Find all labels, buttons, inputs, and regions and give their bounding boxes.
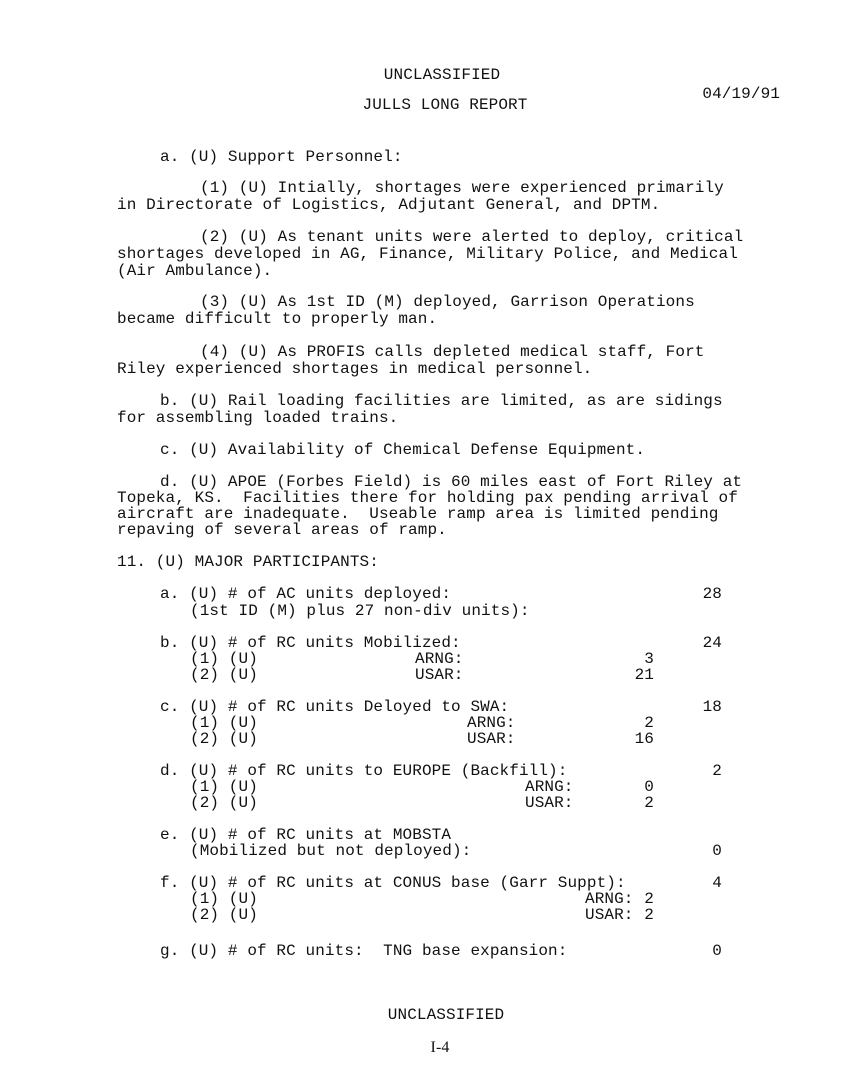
row-value: 3 — [644, 650, 654, 668]
item-b-total: 24 — [702, 634, 722, 652]
item-a-label: a. (U) # of AC units deployed: — [160, 585, 452, 603]
page-number: I-4 — [430, 1039, 450, 1056]
row-type: ARNG: — [467, 714, 516, 732]
paragraph-line: Riley experienced shortages in medical personnel. — [117, 360, 593, 378]
row-type: USAR: — [415, 666, 464, 684]
paragraph-line: Topeka, KS. Facilities there for holding pax pending arrival of — [117, 489, 738, 507]
classification-header: UNCLASSIFIED — [383, 66, 501, 84]
paragraph-line: (Air Ambulance). — [117, 262, 273, 280]
row-type: ARNG: — [525, 778, 574, 796]
row-type: ARNG: — [585, 890, 634, 908]
paragraph-line: (4) (U) As PROFIS calls depleted medical staff, Fort — [200, 343, 705, 361]
row-value: 2 — [644, 906, 654, 924]
item-d-label: d. (U) # of RC units to EUROPE (Backfill): — [160, 762, 568, 780]
item-f-total: 4 — [712, 874, 722, 892]
paragraph-line: became difficult to properly man. — [117, 310, 438, 328]
report-title: JULLS LONG REPORT — [362, 96, 528, 114]
row-value: 2 — [644, 794, 654, 812]
section-a-heading: a. (U) Support Personnel: — [160, 148, 403, 166]
classification-footer: UNCLASSIFIED — [387, 1006, 505, 1024]
paragraph-line: repaving of several areas of ramp. — [117, 521, 447, 539]
item-g-total: 0 — [712, 942, 722, 960]
row-number: (1) (U) — [190, 714, 258, 732]
paragraph-line: aircraft are inadequate. Useable ramp area is limited pending — [117, 505, 719, 523]
row-number: (2) (U) — [190, 906, 258, 924]
item-e-label: e. (U) # of RC units at MOBSTA — [160, 826, 452, 844]
row-value: 0 — [644, 778, 654, 796]
paragraph-line: c. (U) Availability of Chemical Defense Equipment. — [160, 441, 646, 459]
item-e-sub: (Mobilized but not deployed): — [190, 842, 472, 860]
row-value: 21 — [634, 666, 654, 684]
row-number: (2) (U) — [190, 730, 258, 748]
row-number: (1) (U) — [190, 650, 258, 668]
paragraph-line: d. (U) APOE (Forbes Field) is 60 miles east of Fort Riley at — [160, 473, 743, 491]
row-value: 16 — [634, 730, 654, 748]
item-g-label: g. (U) # of RC units: TNG base expansion: — [160, 942, 568, 960]
row-number: (1) (U) — [190, 890, 258, 908]
item-a-sub: (1st ID (M) plus 27 non-div units): — [190, 602, 530, 620]
row-number: (2) (U) — [190, 666, 258, 684]
paragraph-line: (3) (U) As 1st ID (M) deployed, Garrison Operations — [200, 293, 695, 311]
paragraph-line: (2) (U) As tenant units were alerted to deploy, critical — [200, 228, 744, 246]
item-e-total: 0 — [712, 842, 722, 860]
item-f-label: f. (U) # of RC units at CONUS base (Garr Suppt): — [160, 874, 626, 892]
item-c-label: c. (U) # of RC units Deloyed to SWA: — [160, 698, 510, 716]
item-c-total: 18 — [702, 698, 722, 716]
row-type: USAR: — [467, 730, 516, 748]
item-a-total: 28 — [702, 585, 722, 603]
paragraph-line: shortages developed in AG, Finance, Military Police, and Medical — [117, 245, 738, 263]
row-type: USAR: — [585, 906, 634, 924]
row-value: 2 — [644, 714, 654, 732]
paragraph-line: for assembling loaded trains. — [117, 409, 399, 427]
row-value: 2 — [644, 890, 654, 908]
row-number: (1) (U) — [190, 778, 258, 796]
item-d-total: 2 — [712, 762, 722, 780]
row-type: USAR: — [525, 794, 574, 812]
participants-heading: 11. (U) MAJOR PARTICIPANTS: — [117, 553, 379, 571]
paragraph-line: in Directorate of Logistics, Adjutant General, and DPTM. — [117, 196, 661, 214]
row-type: ARNG: — [415, 650, 464, 668]
row-number: (2) (U) — [190, 794, 258, 812]
report-date: 04/19/91 — [702, 85, 780, 103]
paragraph-line: (1) (U) Intially, shortages were experienced primarily — [200, 179, 724, 197]
item-b-label: b. (U) # of RC units Mobilized: — [160, 634, 461, 652]
paragraph-line: b. (U) Rail loading facilities are limited, as are sidings — [160, 392, 723, 410]
